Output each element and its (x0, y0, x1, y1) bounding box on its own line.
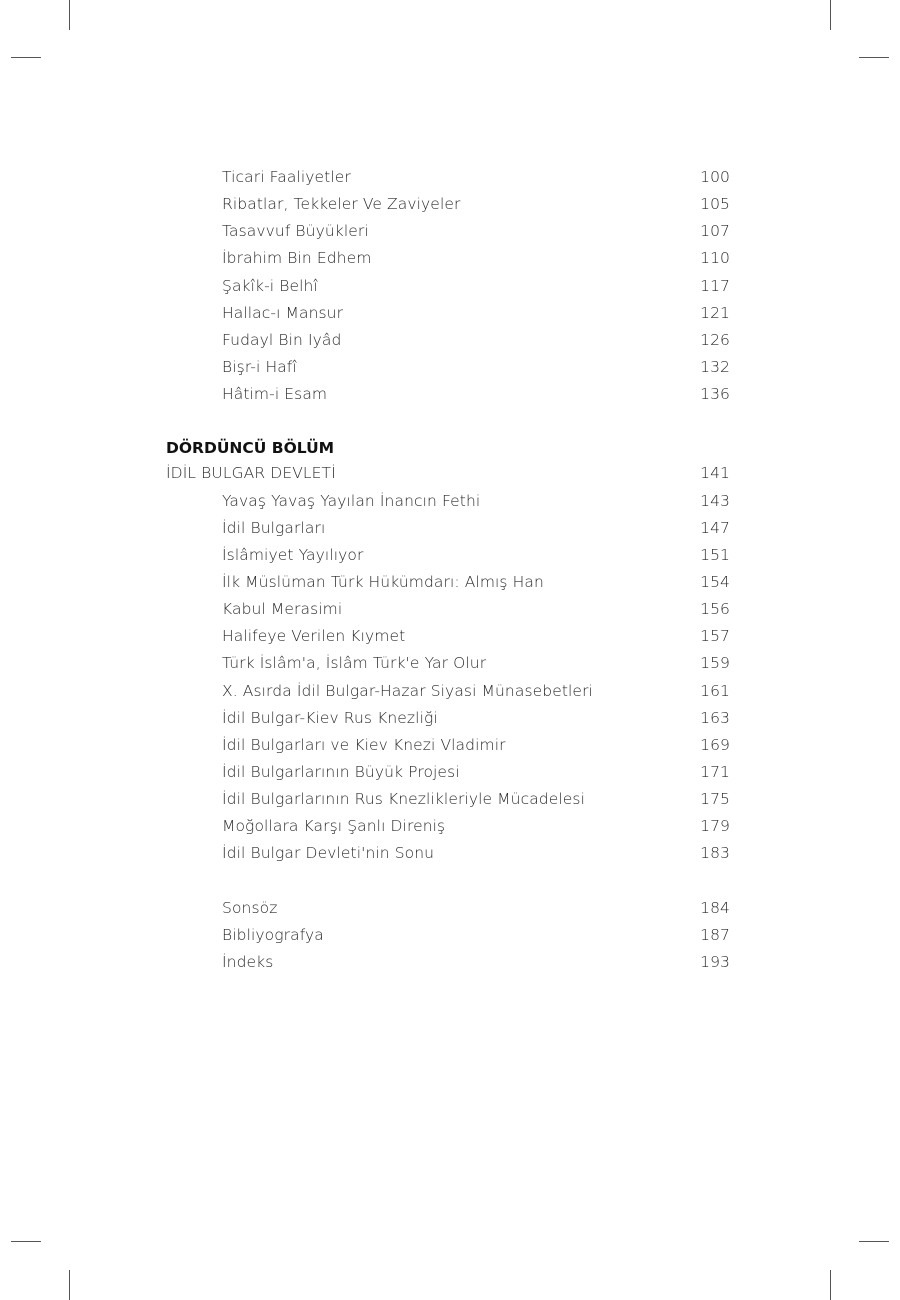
entry-page-number: 154 (700, 572, 730, 591)
entry-page-number: 132 (700, 358, 730, 377)
entry-title: İbrahim Bin Edhem (222, 249, 372, 268)
entry-page-number: 187 (700, 925, 730, 944)
toc-entry (222, 923, 730, 947)
toc-entry (222, 706, 730, 730)
toc-entry (222, 219, 730, 243)
chapter-entry (166, 461, 730, 485)
toc-entry (222, 814, 730, 838)
entry-page-number: 161 (700, 681, 730, 700)
entry-page-number: 175 (700, 790, 730, 809)
entry-title: Halifeye Verilen Kıymet (222, 627, 406, 646)
entry-page-number: 105 (700, 195, 730, 214)
toc-entry (222, 274, 730, 298)
toc-entry (222, 896, 730, 920)
toc-entry (222, 841, 730, 865)
entry-title: Şakîk-i Belhî (222, 276, 318, 295)
entry-page-number: 100 (700, 168, 730, 186)
toc-entry (222, 246, 730, 270)
crop-mark (11, 1241, 41, 1242)
entry-page-number: 163 (700, 708, 730, 727)
entry-title: Yavaş Yavaş Yayılan İnancın Fethi (222, 491, 481, 510)
entry-title: Bişr-i Hafî (222, 358, 297, 377)
crop-mark (859, 1241, 889, 1242)
entry-title: İdil Bulgarları ve Kiev Knezi Vladimir (222, 735, 506, 754)
entry-page-number: 126 (700, 330, 730, 349)
toc-entry (222, 624, 730, 648)
entry-title: Fudayl Bin Iyâd (222, 330, 342, 349)
toc-entry (222, 570, 730, 594)
entry-page-number: 136 (700, 385, 730, 404)
crop-mark (69, 1270, 70, 1300)
entry-page-number: 193 (700, 952, 730, 971)
entry-page-number: 121 (700, 303, 730, 322)
entry-page-number: 117 (700, 276, 730, 295)
entry-page-number: 157 (700, 627, 730, 646)
entry-page-number: 171 (700, 763, 730, 781)
entry-title: Hâtim-i Esam (222, 385, 328, 404)
entry-page-number: 169 (700, 735, 730, 754)
entry-page-number: 110 (700, 249, 730, 268)
entry-page-number: 143 (700, 491, 730, 510)
toc-entry (222, 679, 730, 703)
toc-entry (222, 192, 730, 216)
toc-entry (222, 382, 730, 406)
entry-title: İDİL BULGAR DEVLETİ (166, 464, 336, 482)
entry-title: İdil Bulgarları (222, 518, 326, 537)
entry-title: Tasavvuf Büyükleri (222, 222, 369, 241)
crop-mark (859, 57, 889, 58)
crop-mark (830, 0, 831, 30)
crop-mark (69, 0, 70, 30)
toc-entry (222, 355, 730, 379)
entry-title: İdil Bulgar Devleti'nin Sonu (222, 844, 435, 863)
entry-title: X. Asırda İdil Bulgar-Hazar Siyasi Münasebetleri (222, 681, 593, 700)
entry-title: İlk Müslüman Türk Hükümdarı: Almış Han (222, 572, 544, 591)
entry-page-number: 107 (700, 222, 730, 241)
toc-entry (222, 301, 730, 325)
toc-entry (222, 760, 730, 784)
crop-mark (830, 1270, 831, 1300)
toc-entry (222, 651, 730, 675)
toc-entry (222, 950, 730, 974)
toc-entry (222, 733, 730, 757)
crop-mark (11, 57, 41, 58)
entry-page-number: 156 (700, 600, 730, 619)
entry-title: Ribatlar, Tekkeler Ve Zaviyeler (222, 195, 461, 214)
entry-title: Türk İslâm'a, İslâm Türk'e Yar Olur (222, 654, 487, 673)
toc-entry (222, 543, 730, 567)
entry-title: İdil Bulgar-Kiev Rus Knezliği (222, 708, 438, 727)
toc-entry (222, 516, 730, 540)
toc-entry (222, 597, 730, 621)
entry-page-number: 159 (700, 654, 730, 673)
entry-page-number: 147 (700, 518, 730, 537)
entry-title: İslâmiyet Yayılıyor (222, 545, 364, 564)
entry-title: İndeks (222, 952, 274, 971)
section-heading: DÖRDÜNCÜ BÖLÜM (166, 439, 335, 457)
toc-entry (222, 489, 730, 513)
toc-entry (222, 165, 730, 189)
entry-page-number: 141 (700, 464, 730, 482)
entry-title: Bibliyografya (222, 925, 324, 944)
toc-entry (222, 787, 730, 811)
entry-page-number: 179 (700, 817, 730, 836)
entry-title: Ticari Faaliyetler (222, 168, 351, 186)
entry-page-number: 184 (700, 898, 730, 917)
entry-title: Hallac-ı Mansur (222, 303, 344, 322)
toc-entry (222, 328, 730, 352)
entry-title: İdil Bulgarlarının Rus Knezlikleriyle Mücadelesi (222, 790, 585, 809)
entry-title: Sonsöz (222, 898, 278, 917)
entry-title: Kabul Merasimi (222, 600, 343, 619)
entry-title: Moğollara Karşı Şanlı Direniş (222, 817, 446, 836)
entry-title: İdil Bulgarlarının Büyük Projesi (222, 763, 460, 781)
entry-page-number: 183 (700, 844, 730, 863)
entry-page-number: 151 (700, 545, 730, 564)
